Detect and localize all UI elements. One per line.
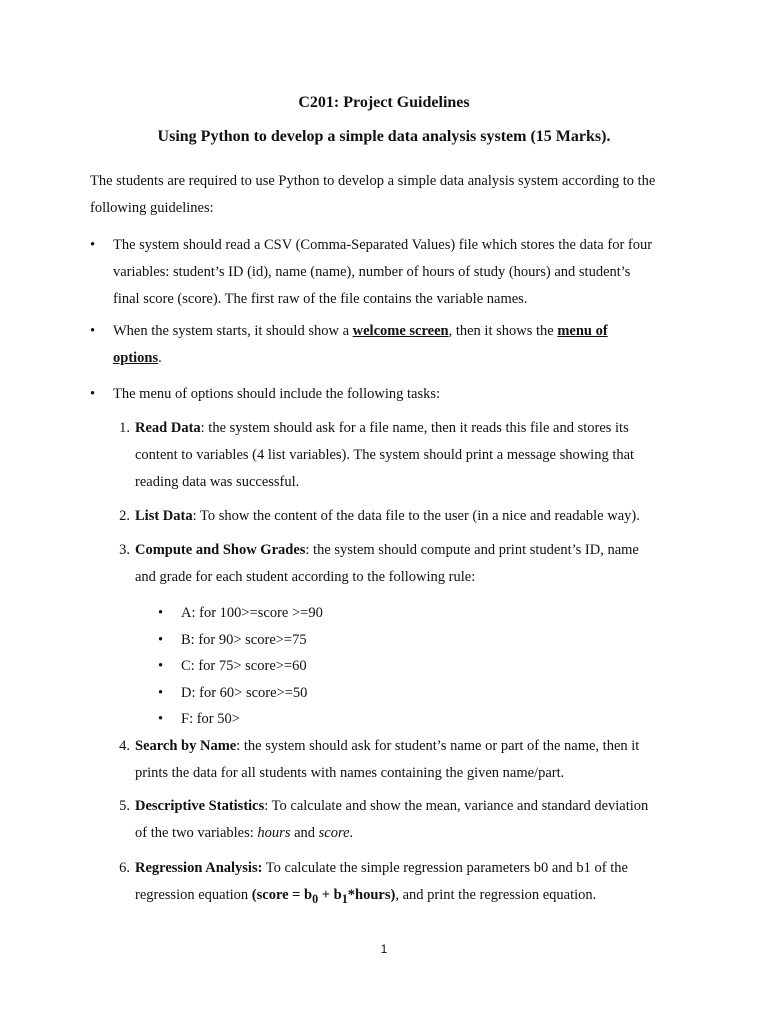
bullet-dot-icon: • bbox=[158, 658, 164, 674]
bullet-dot-icon: • bbox=[158, 605, 164, 621]
task-number: 5. bbox=[119, 798, 130, 814]
menu-of-options-term: menu of bbox=[557, 323, 608, 339]
task-line bbox=[135, 882, 670, 913]
bullet-line: variables: student’s ID (id), name (name), number of hours of study (hours) and student’s bbox=[113, 264, 631, 280]
equation-subscript: 0 bbox=[312, 891, 319, 906]
task-text: : the system should ask for a file name, then it reads this file and stores its bbox=[200, 420, 629, 436]
equation-part: *hours) bbox=[347, 887, 396, 903]
task-number: 1. bbox=[119, 420, 130, 436]
task-text: : the system should ask for student’s name or part of the name, then it bbox=[236, 738, 640, 754]
task-number: 2. bbox=[119, 508, 130, 524]
task-line bbox=[135, 415, 670, 442]
bullet-line: The menu of options should include the following tasks: bbox=[113, 386, 441, 402]
task-text: , and print the regression equation. bbox=[395, 887, 597, 903]
equation-part: (score = b bbox=[251, 887, 313, 903]
task-line bbox=[135, 820, 670, 847]
intro-line: The students are required to use Python to develop a simple data analysis system according to the bbox=[90, 173, 656, 189]
grade-rule-text: B: for 90> score>=75 bbox=[181, 632, 307, 648]
task-text: regression equation bbox=[135, 887, 252, 903]
task-name: Read Data bbox=[135, 420, 201, 436]
task-name: List Data bbox=[135, 508, 193, 524]
task-line: reading data was successful. bbox=[135, 474, 300, 490]
bullet-dot-icon: • bbox=[158, 685, 164, 701]
task-number: 4. bbox=[119, 738, 130, 754]
bullet-text: When the system starts, it should show a bbox=[113, 323, 353, 339]
regression-equation bbox=[251, 887, 396, 906]
task-line: and grade for each student according to the following rule: bbox=[135, 569, 476, 585]
task-line bbox=[135, 537, 670, 564]
task-line: content to variables (4 list variables). The system should print a message showing that bbox=[135, 447, 635, 463]
document-subtitle: Using Python to develop a simple data analysis system (15 Marks). bbox=[157, 128, 611, 145]
grade-rule-text: D: for 60> score>=50 bbox=[181, 685, 308, 701]
task-line bbox=[135, 503, 670, 530]
bullet-text: . bbox=[158, 350, 162, 366]
task-text: : the system should compute and print student’s ID, name bbox=[305, 542, 639, 558]
page-number: 1 bbox=[380, 942, 388, 956]
task-text: . bbox=[349, 825, 354, 841]
equation-subscript: 1 bbox=[341, 891, 348, 906]
task-text: and bbox=[290, 825, 319, 841]
grade-rule-text: A: for 100>=score >=90 bbox=[181, 605, 323, 621]
variable-hours: hours bbox=[257, 825, 291, 841]
variable-score: score bbox=[318, 825, 350, 841]
bullet-line bbox=[113, 318, 673, 345]
task-line bbox=[135, 855, 670, 882]
bullet-dot-icon: • bbox=[90, 386, 96, 402]
task-text: To calculate the simple regression parameters b0 and b1 of the bbox=[262, 860, 628, 876]
bullet-line: final score (score). The first raw of the file contains the variable names. bbox=[113, 291, 528, 307]
bullet-dot-icon: • bbox=[90, 237, 96, 253]
welcome-screen-term: welcome screen bbox=[352, 323, 449, 339]
bullet-text: , then it shows the bbox=[448, 323, 558, 339]
task-text: : To show the content of the data file to the user (in a nice and readable way). bbox=[192, 508, 640, 524]
grade-rule-text: C: for 75> score>=60 bbox=[181, 658, 307, 674]
task-number: 3. bbox=[119, 542, 130, 558]
task-line bbox=[135, 793, 670, 820]
bullet-dot-icon: • bbox=[158, 632, 164, 648]
task-text: : To calculate and show the mean, variance and standard deviation bbox=[264, 798, 649, 814]
task-number: 6. bbox=[119, 860, 130, 876]
bullet-dot-icon: • bbox=[158, 711, 164, 727]
menu-of-options-term: options bbox=[113, 350, 159, 366]
bullet-dot-icon: • bbox=[90, 323, 96, 339]
task-text: of the two variables: bbox=[135, 825, 258, 841]
equation-part: + b bbox=[318, 887, 342, 903]
task-line bbox=[135, 733, 670, 760]
task-line: prints the data for all students with names containing the given name/part. bbox=[135, 765, 565, 781]
document-title: C201: Project Guidelines bbox=[298, 94, 470, 111]
bullet-line bbox=[113, 345, 673, 372]
task-name: Search by Name bbox=[135, 738, 237, 754]
intro-line: following guidelines: bbox=[90, 200, 214, 216]
task-name: Compute and Show Grades bbox=[135, 542, 306, 558]
task-name: Regression Analysis: bbox=[135, 860, 263, 876]
intro-paragraph bbox=[90, 168, 690, 222]
grade-rule-text: F: for 50> bbox=[181, 711, 240, 727]
task-name: Descriptive Statistics bbox=[135, 798, 265, 814]
bullet-line: The system should read a CSV (Comma-Separated Values) file which stores the data for four bbox=[113, 237, 653, 253]
